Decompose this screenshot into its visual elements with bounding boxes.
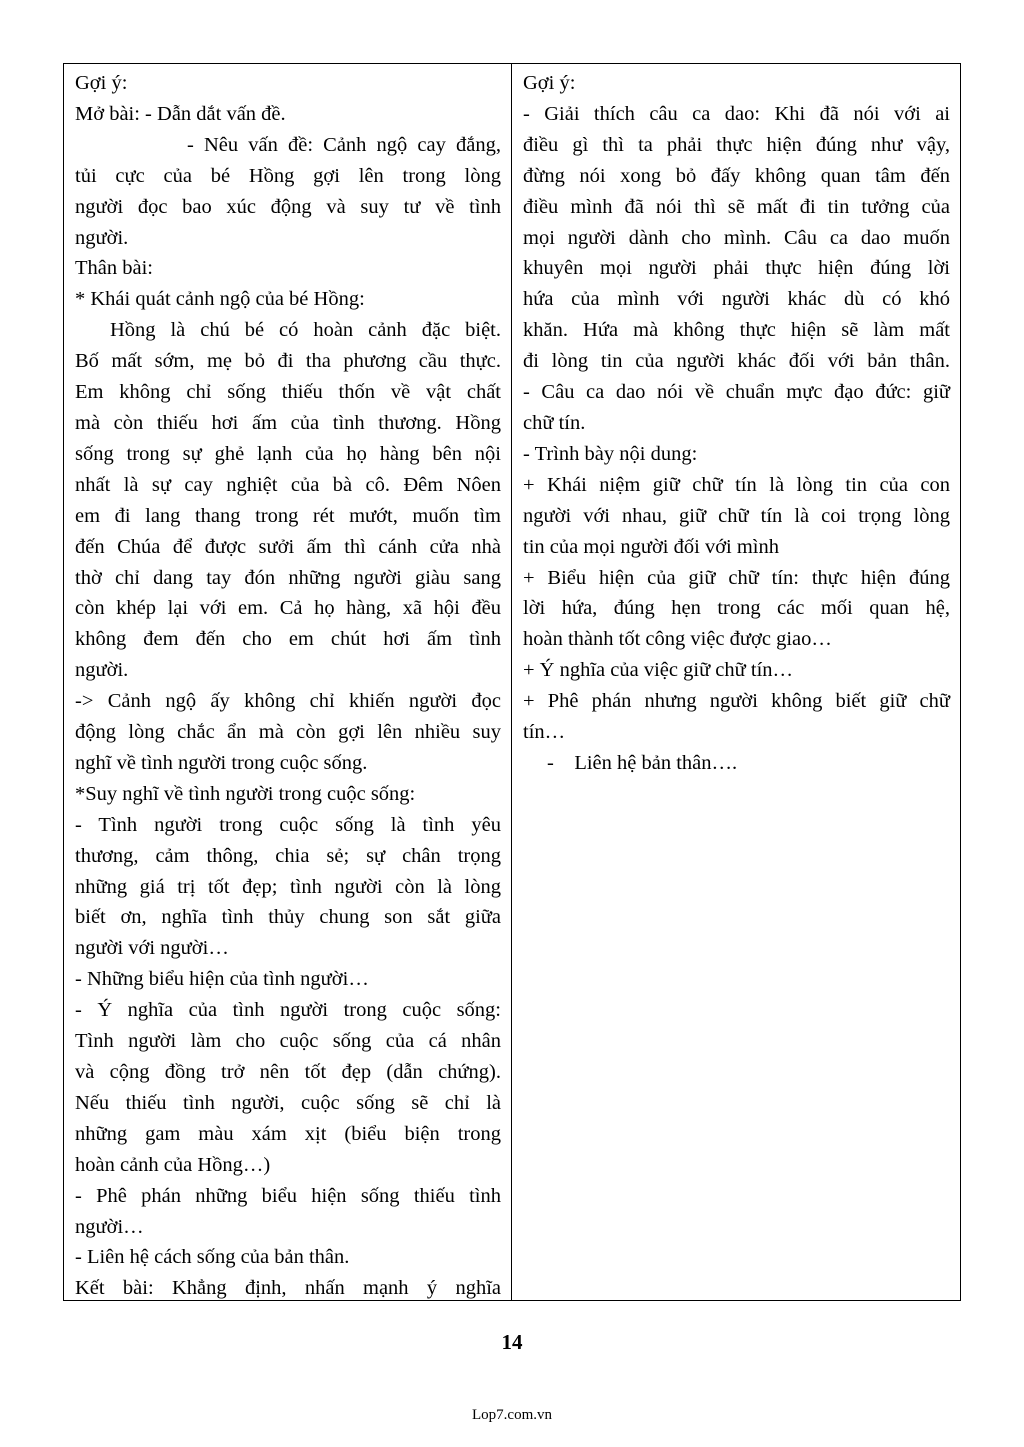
left-line: và cộng đồng trở nên tốt đẹp (dẫn chứng). xyxy=(75,1061,501,1083)
left-line: người với người… xyxy=(75,937,229,960)
right-line: người với nhau, giữ chữ tín là coi trọng lòng xyxy=(523,504,950,527)
left-line: Kết bài: Khẳng định, nhấn mạnh ý nghĩa xyxy=(75,1277,501,1300)
left-line: Thân bài: xyxy=(75,257,153,280)
right-line: khăn. Hứa mà không thực hiện sẽ làm mất xyxy=(523,319,950,342)
page-number: 14 xyxy=(501,1330,523,1354)
left-line: Em không chỉ sống thiếu thốn về vật chất xyxy=(75,381,501,404)
right-line: đừng nói xong bỏ đấy không quan tâm đến xyxy=(523,164,950,187)
left-line: đến Chúa để được sưởi ấm thì cánh cửa nhà xyxy=(75,535,501,558)
left-line: Gợi ý: xyxy=(75,72,128,94)
right-line: hứa của mình với người khác dù có khó xyxy=(523,288,950,311)
right-line: - Câu ca dao nói về chuẩn mực đạo đức: giữ xyxy=(523,381,950,404)
left-line: thờ chỉ dang tay đón những người giàu sang xyxy=(75,566,501,589)
left-line: Tình người làm cho cuộc sống của cá nhân xyxy=(75,1030,501,1053)
right-line: - Trình bày nội dung: xyxy=(523,442,698,465)
right-line: khuyên mọi người phải thực hiện đúng lời xyxy=(523,257,950,280)
left-line: Bố mất sớm, mẹ bỏ đi tha phương cầu thực. xyxy=(75,350,501,373)
left-line: Nếu thiếu tình người, cuộc sống sẽ chỉ là xyxy=(75,1091,501,1114)
left-line: - Nêu vấn đề: Cảnh ngộ cay đắng, xyxy=(187,133,501,156)
left-line: - Liên hệ cách sống của bản thân. xyxy=(75,1246,350,1269)
right-line: hoàn thành tốt công việc được giao… xyxy=(523,628,832,651)
left-line: thương, cảm thông, chia sẻ; sự chân trọng xyxy=(75,844,501,867)
right-line: + Biểu hiện của giữ chữ tín: thực hiện đúng xyxy=(523,566,950,589)
left-line: còn khép lại với em. Cả họ hàng, xã hội đều xyxy=(75,597,501,620)
left-line: sống trong sự ghẻ lạnh của họ hàng bên nội xyxy=(75,442,501,465)
left-line: biết ơn, nghĩa tình thủy chung son sắt giữa xyxy=(75,906,501,929)
left-line: người đọc bao xúc động và suy tư về tình xyxy=(75,195,501,218)
left-line: nhất là sự cay nghiệt của bà cô. Đêm Nôen xyxy=(75,473,501,496)
left-line: - Tình người trong cuộc sống là tình yêu xyxy=(75,813,501,836)
left-line: *Suy nghĩ về tình người trong cuộc sống: xyxy=(75,782,416,805)
left-line: * Khái quát cảnh ngộ của bé Hồng: xyxy=(75,288,365,311)
left-line: mà còn thiếu hơi ấm của tình thương. Hồng xyxy=(75,411,501,434)
left-line: những gam màu xám xịt (biểu biện trong xyxy=(75,1122,501,1145)
right-line: mọi người dành cho mình. Câu ca dao muốn xyxy=(523,226,950,249)
left-line: người. xyxy=(75,659,129,682)
left-line: tủi cực của bé Hồng gợi lên trong lòng xyxy=(75,164,501,187)
right-line: điều mình đã nói thì sẽ mất đi tin tưởng của xyxy=(523,195,950,218)
left-line: không đem đến cho em chút hơi ấm tình xyxy=(75,628,501,651)
left-line: hoàn cảnh của Hồng…) xyxy=(75,1153,271,1176)
left-line: Mở bài: - Dẫn dắt vấn đề. xyxy=(75,102,286,125)
left-line: động lòng chắc ẩn mà còn gợi lên nhiều suy xyxy=(75,721,501,744)
left-line: người… xyxy=(75,1215,144,1238)
right-line: chữ tín. xyxy=(523,411,586,434)
right-line: tin của mọi người đối với mình xyxy=(523,535,779,558)
right-line: đi lòng tin của người khác đối với bản thân. xyxy=(523,350,950,373)
right-line: tín… xyxy=(523,721,566,744)
right-column xyxy=(512,64,960,1300)
left-line: - Những biểu hiện của tình người… xyxy=(75,968,369,991)
right-line: + Khái niệm giữ chữ tín là lòng tin của con xyxy=(523,473,950,496)
footer-site-name: Lop7.com.vn xyxy=(472,1407,552,1423)
left-line: nghĩ về tình người trong cuộc sống. xyxy=(75,751,368,774)
content-table xyxy=(63,63,961,1301)
right-line: - Liên hệ bản thân…. xyxy=(547,751,738,774)
left-column xyxy=(64,64,512,1300)
left-line: - Phê phán những biểu hiện sống thiếu tình xyxy=(75,1184,501,1207)
left-line: những giá trị tốt đẹp; tình người còn là lòng xyxy=(75,875,501,898)
left-line: - Ý nghĩa của tình người trong cuộc sống: xyxy=(75,999,501,1022)
right-line: + Ý nghĩa của việc giữ chữ tín… xyxy=(523,659,794,682)
left-line: em đi lang thang trong rét mướt, muốn tìm xyxy=(75,504,501,527)
right-line: Gợi ý: xyxy=(523,72,576,94)
left-line: Hồng là chú bé có hoàn cảnh đặc biệt. xyxy=(110,319,501,342)
left-line: -> Cảnh ngộ ấy không chỉ khiến người đọc xyxy=(75,690,501,713)
right-line: lời hứa, đúng hẹn trong các mối quan hệ, xyxy=(523,597,950,620)
right-line: điều gì thì ta phải thực hiện đúng như vậy, xyxy=(523,133,950,156)
right-line: - Giải thích câu ca dao: Khi đã nói với ai xyxy=(523,102,950,125)
left-line: người. xyxy=(75,226,129,249)
right-line: + Phê phán nhưng người không biết giữ chữ xyxy=(523,690,950,713)
